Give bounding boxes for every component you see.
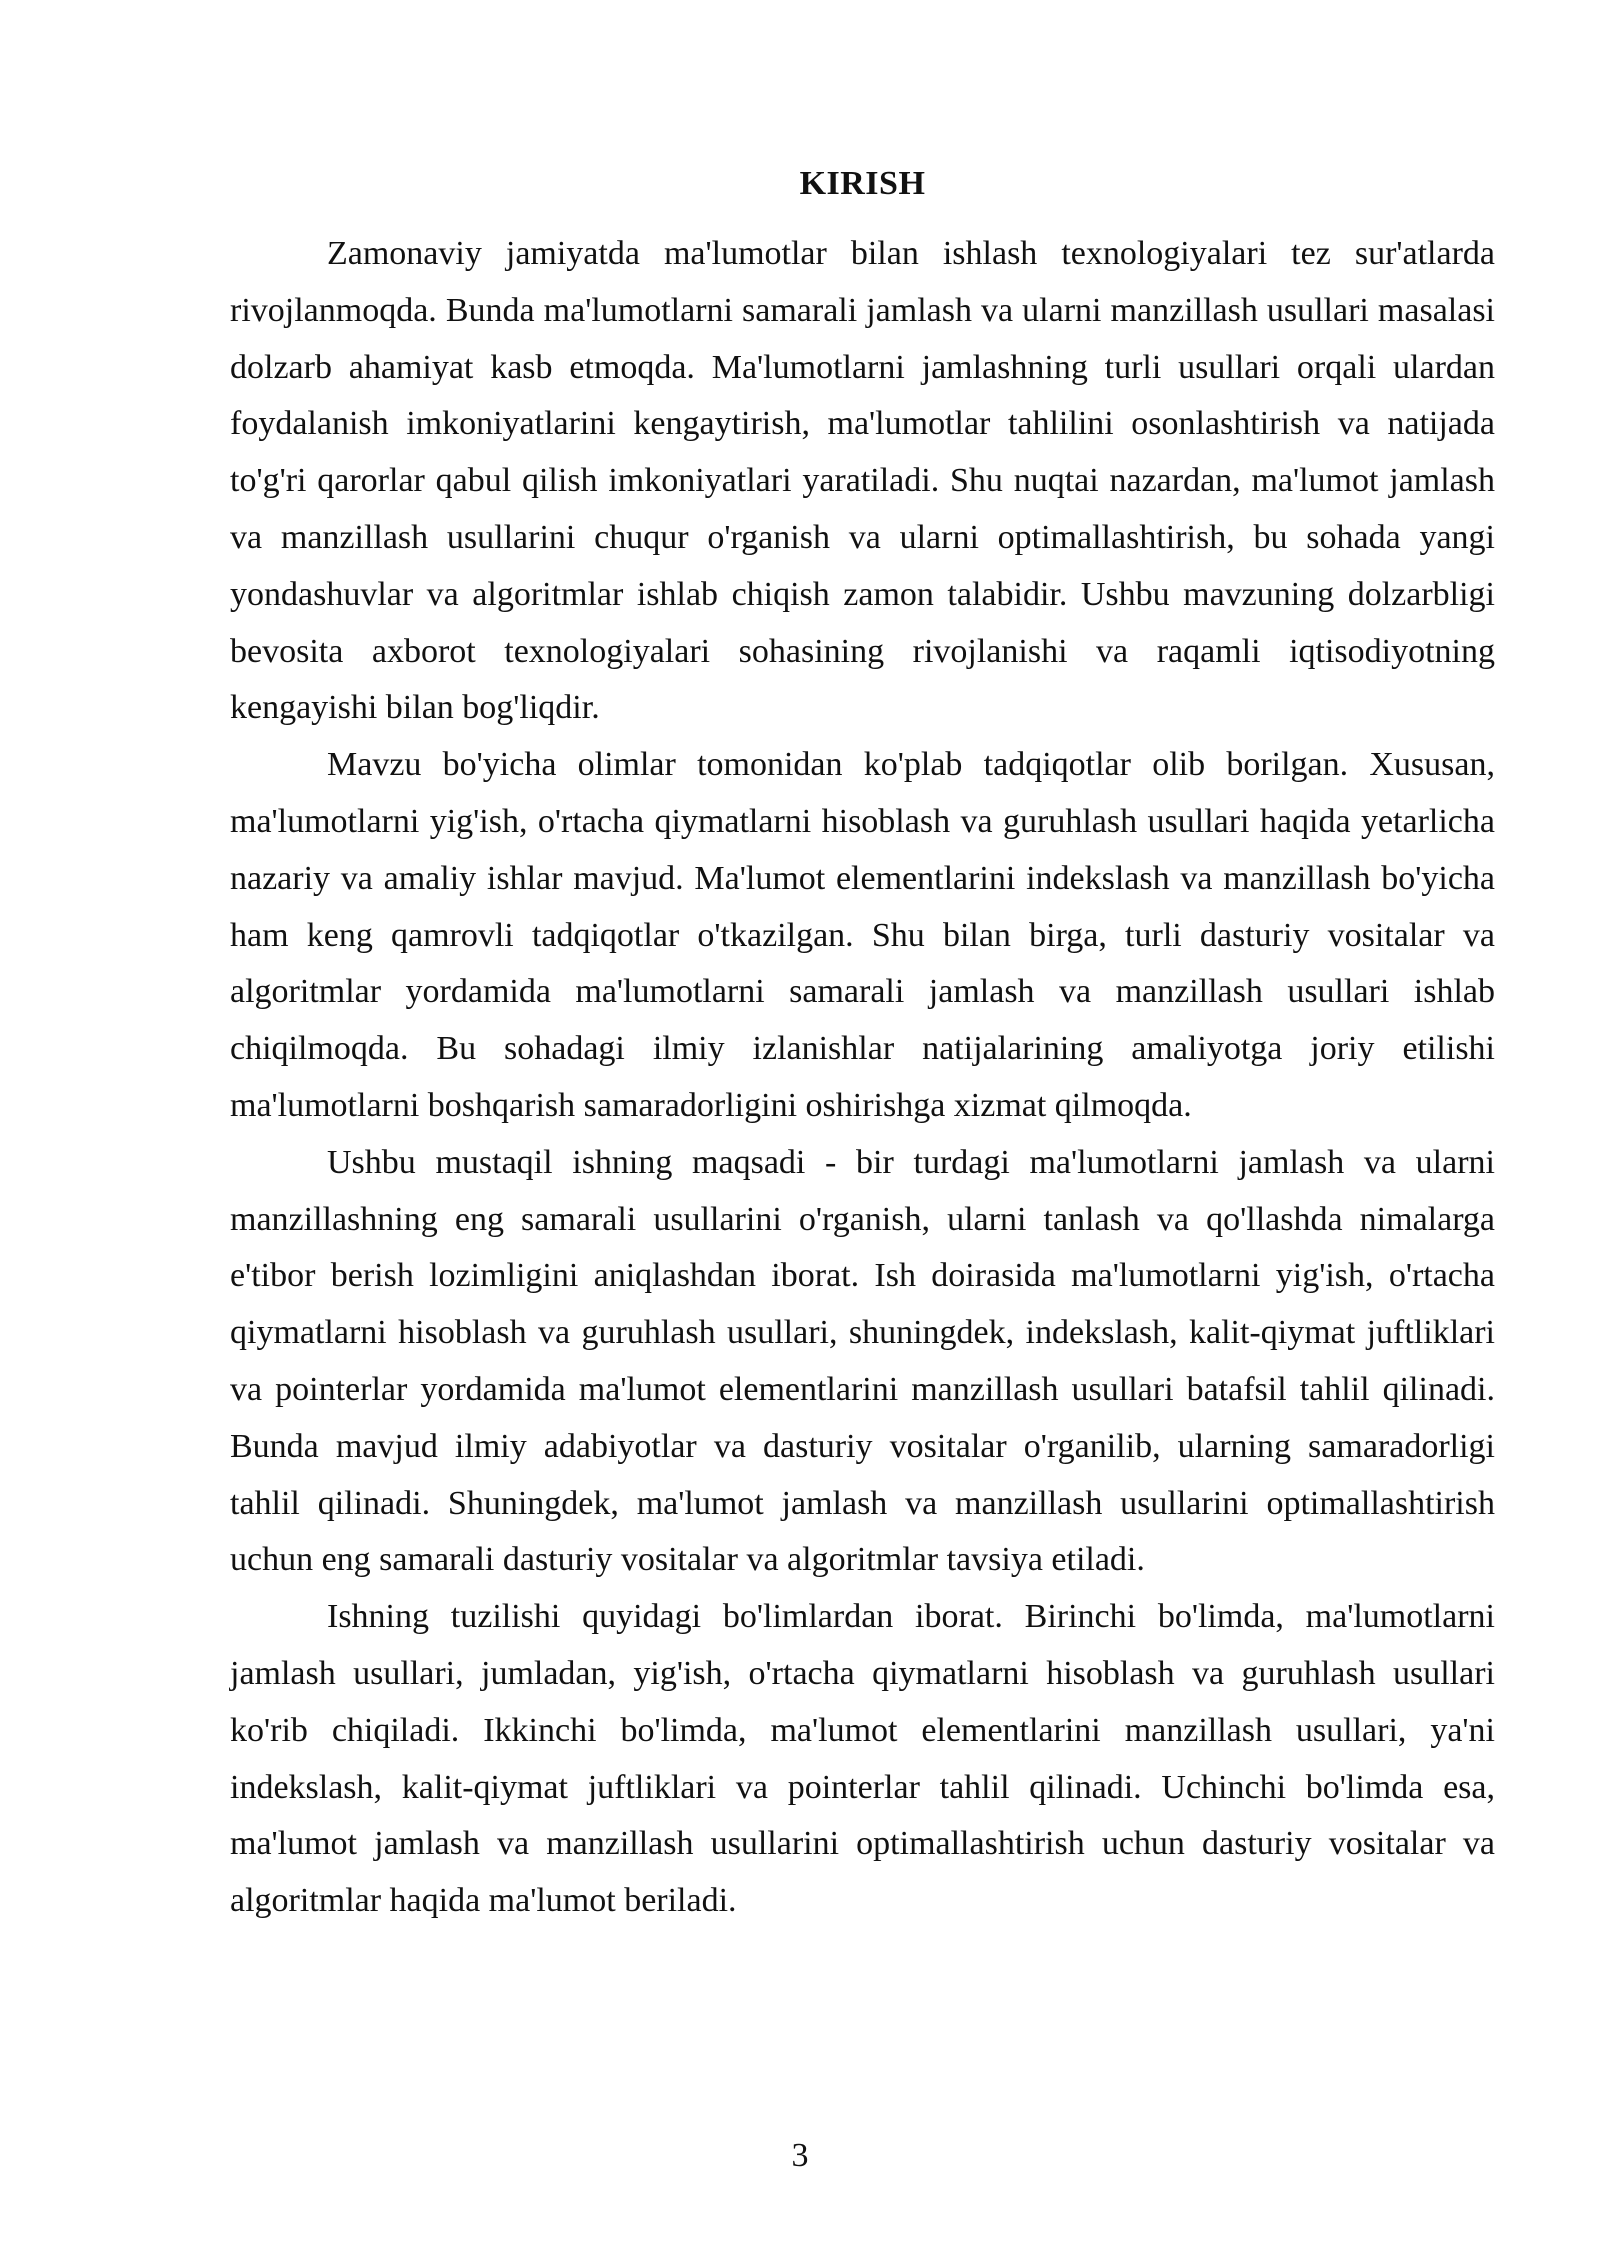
- page-content: [230, 160, 1495, 1930]
- paragraph-1: Zamonaviy jamiyatda ma'lumotlar bilan ishlash texnologiyalari tez sur'atlarda rivojlanmoqda. Bunda ma'lumotlarni samarali jamlash va ularni manzillash usullari masalasi dolzarb ahamiyat kasb etmoqda. Ma'lumotlarni jamlashning turli usullari orqali ulardan foydalanish imkoniyatlarini kengaytirish, ma'lumotlar tahlilini osonlashtirish va natijada to'g'ri qarorlar qabul qilish imkoniyatlari yaratiladi. Shu nuqtai nazardan, ma'lumot jamlash va manzillash usullarini chuqur o'rganish va ularni optimallashtirish, bu sohada yangi yondashuvlar va algoritmlar ishlab chiqish zamon talabidir. Ushbu mavzuning dolzarbligi bevosita axborot texnologiyalari sohasining rivojlanishi va raqamli iqtisodiyotning kengayishi bilan bog'liqdir.: [230, 235, 1495, 727]
- paragraph-2: Mavzu bo'yicha olimlar tomonidan ko'plab tadqiqotlar olib borilgan. Xususan, ma'lumotlarni yig'ish, o'rtacha qiymatlarni hisoblash va guruhlash usullari haqida yetarlicha nazariy va amaliy ishlar mavjud. Ma'lumot elementlarini indekslash va manzillash bo'yicha ham keng qamrovli tadqiqotlar o'tkazilgan. Shu bilan birga, turli dasturiy vositalar va algoritmlar yordamida ma'lumotlarni samarali jamlash va manzillash usullari ishlab chiqilmoqda. Bu sohadagi ilmiy izlanishlar natijalarining amaliyotga joriy etilishi ma'lumotlarni boshqarish samaradorligini oshirishga xizmat qilmoqda.: [230, 746, 1495, 1124]
- paragraph-4: Ishning tuzilishi quyidagi bo'limlardan iborat. Birinchi bo'limda, ma'lumotlarni jamlash usullari, jumladan, yig'ish, o'rtacha qiymatlarni hisoblash va guruhlash usullari ko'rib chiqiladi. Ikkinchi bo'limda, ma'lumot elementlarini manzillash usullari, ya'ni indekslash, kalit-qiymat juftliklari va pointerlar tahlil qilinadi. Uchinchi bo'limda esa, ma'lumot jamlash va manzillash usullarini optimallashtirish uchun dasturiy vositalar va algoritmlar haqida ma'lumot beriladi.: [230, 1598, 1495, 1920]
- section-title: KIRISH: [799, 165, 926, 202]
- page-number: 3: [791, 2137, 809, 2174]
- paragraph-3: Ushbu mustaqil ishning maqsadi - bir turdagi ma'lumotlarni jamlash va ularni manzillashning eng samarali usullarini o'rganish, ularni tanlash va qo'llashda nimalarga e'tibor berish lozimligini aniqlashdan iborat. Ish doirasida ma'lumotlarni yig'ish, o'rtacha qiymatlarni hisoblash va guruhlash usullari, shuningdek, indekslash, kalit-qiymat juftliklari va pointerlar yordamida ma'lumot elementlarini manzillash usullari batafsil tahlil qilinadi. Bunda mavjud ilmiy adabiyotlar va dasturiy vositalar o'rganilib, ularning samaradorligi tahlil qilinadi. Shuningdek, ma'lumot jamlash va manzillash usullarini optimallashtirish uchun eng samarali dasturiy vositalar va algoritmlar tavsiya etiladi.: [230, 1143, 1495, 1579]
